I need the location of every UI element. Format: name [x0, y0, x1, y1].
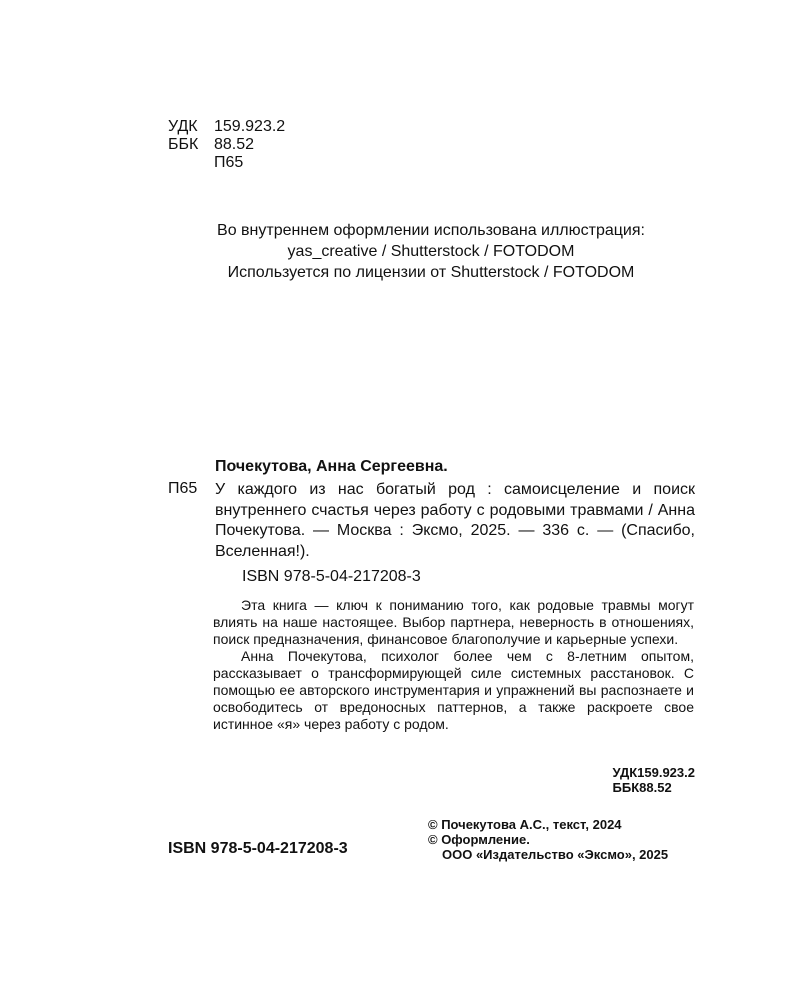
author-mark: П65 [214, 154, 244, 171]
annotation [213, 597, 694, 733]
classification-bottom [613, 765, 695, 795]
copyright-text: © Почекутова А.С., текст, 2024 [428, 817, 622, 832]
bbk-row [168, 136, 285, 154]
udk-label: УДК [168, 118, 198, 135]
bbk-label: ББК [168, 136, 199, 153]
copyright-block [428, 817, 668, 862]
annotation-paragraph: Эта книга — ключ к пониманию того, как родовые травмы могут влиять на наше настоящее. Выбор партнера, неверность в отношениях, поиск предназначения, финансовое благополучие и карьерные успехи. [213, 597, 694, 647]
bibliography-code: П65 [168, 480, 198, 497]
copyright-publisher: ООО «Издательство «Эксмо», 2025 [442, 847, 669, 862]
udk-row [168, 118, 285, 136]
isbn-bottom: ISBN 978-5-04-217208-3 [168, 840, 348, 857]
illustration-credits [150, 220, 712, 283]
bbk-value: 88.52 [214, 136, 255, 153]
udk-bottom: УДК159.923.2 [612, 765, 695, 780]
udk-value: 159.923.2 [214, 118, 286, 135]
credit-line: Во внутреннем оформлении использована иллюстрация: [217, 222, 645, 239]
author-mark-row [168, 154, 285, 172]
credit-line: Используется по лицензии от Shutterstock / FOTODOM [227, 264, 635, 281]
bibliography-description: У каждого из нас богатый род : самоисцеление и поиск внутреннего счастья через работу с родовыми травмами / Анна Почекутова. — Москва : Эксмо, 2025. — 336 с. — (Спасибо, Вселенная!). [215, 481, 695, 560]
classification-block [168, 118, 285, 172]
credit-line: yas_creative / Shutterstock / FOTODOM [287, 243, 575, 260]
annotation-paragraph: Анна Почекутова, психолог более чем с 8-летним опытом, рассказывает о трансформирующей силе системных расстановок. С помощью ее авторского инструментария и упражнений вы распознаете и освободитесь от вредоносных паттернов, а также раскроете свое истинное «я» через работу с родом. [213, 648, 694, 732]
bibliography-author: Почекутова, Анна Сергеевна. [215, 458, 448, 475]
bbk-bottom: ББК88.52 [612, 780, 672, 795]
bibliography-isbn: ISBN 978-5-04-217208-3 [242, 568, 421, 585]
copyright-design: © Оформление. [428, 832, 530, 847]
